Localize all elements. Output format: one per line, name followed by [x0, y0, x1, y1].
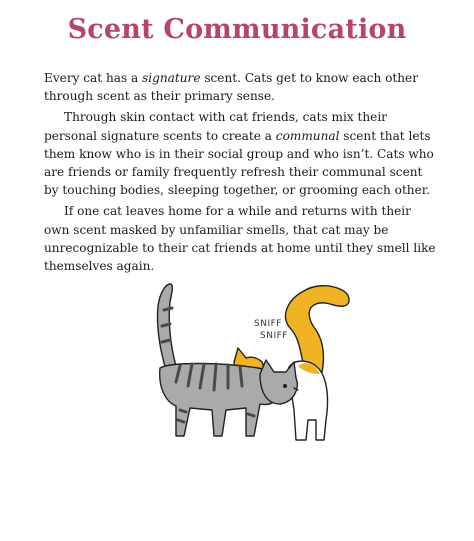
paragraph-1-emphasis: signature — [142, 71, 201, 85]
paragraph-2-text-a: Through skin contact with cat friends, cats mix their personal signature scents to create a — [44, 110, 387, 143]
paragraph-1-text-a: Every cat has a — [44, 71, 143, 85]
paragraph-2 — [44, 108, 440, 199]
paragraph-2-emphasis: communal — [275, 128, 340, 143]
paragraph-2-text-b: scent that lets them know who is in their social group and who isn’t. Cats who are friends or family frequently refresh their communal scent by touching bodies, sleeping together, or grooming each other. — [44, 128, 434, 198]
page-title: Scent Communication — [67, 14, 407, 45]
paragraph-3: If one cat leaves home for a while and returns with their own scent masked by unfamiliar smells, that cat may be unrecognizable to their cat friends at home until they smell like themselves again. — [44, 204, 436, 274]
tabby-eye — [283, 384, 287, 388]
cats-sniffing-illustration — [130, 270, 360, 450]
paragraph-1-text-b: scent. Cats get to know each other through scent as their primary sense. — [44, 71, 419, 104]
sniff-text-1: SNIFF — [254, 319, 282, 329]
paragraph-1 — [44, 69, 440, 105]
sniff-text-2: SNIFF — [260, 331, 288, 341]
tabby-cat — [157, 284, 298, 436]
tabby-tail — [157, 284, 176, 370]
article-body — [44, 69, 440, 278]
tabby-head — [260, 360, 297, 404]
